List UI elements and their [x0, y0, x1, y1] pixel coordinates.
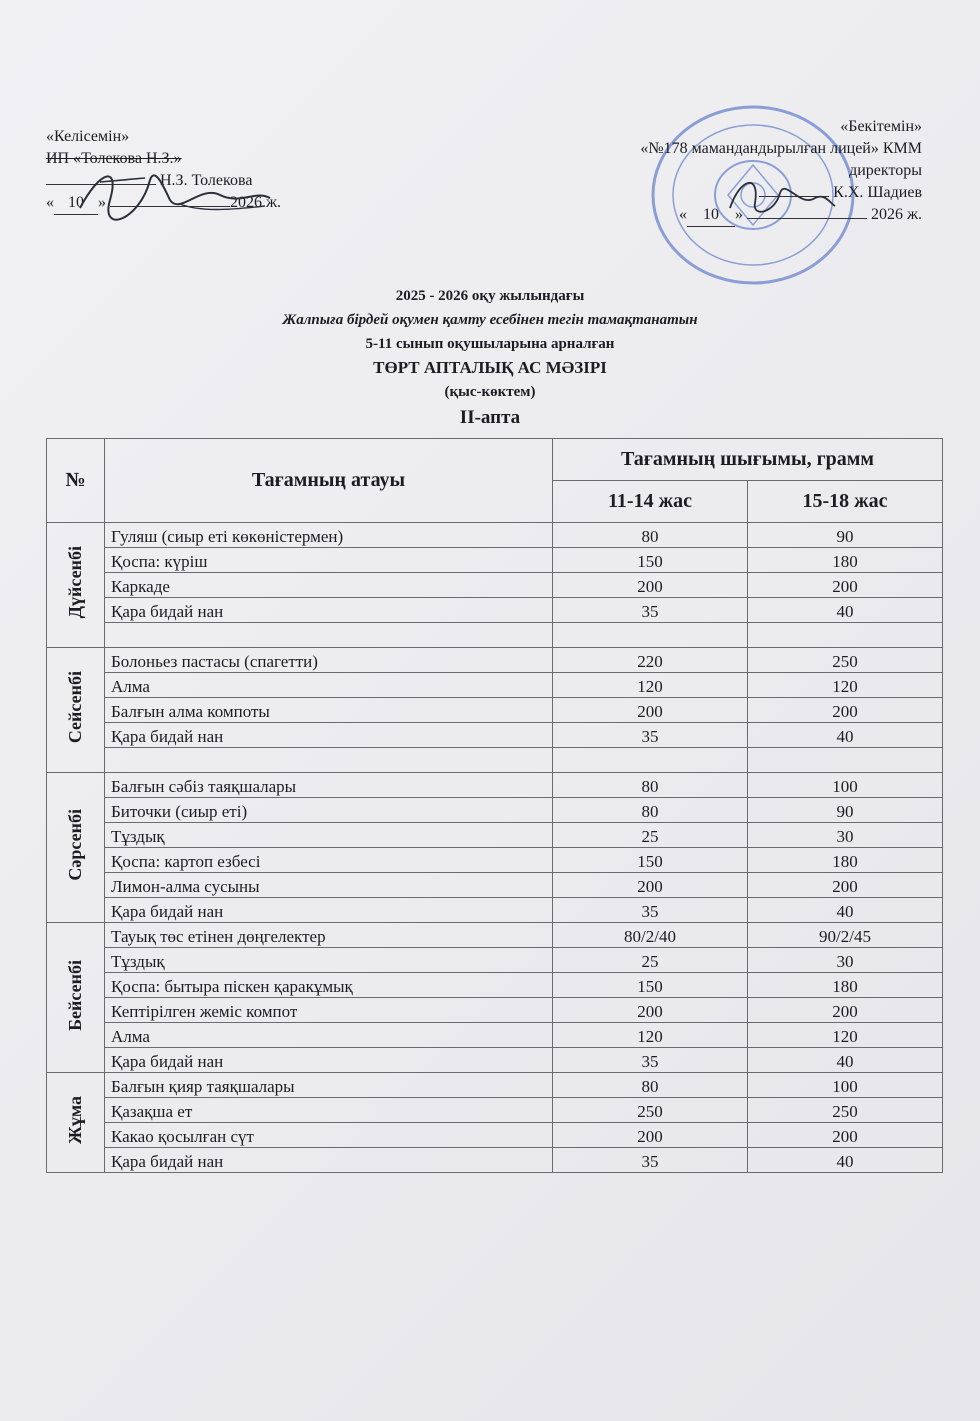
yield-11-14-cell: 200: [553, 573, 748, 598]
yield-15-18-cell: 250: [748, 648, 943, 673]
yield-15-18-cell: 200: [748, 998, 943, 1023]
dish-name-cell: Қоспа: бытыра піскен қаракұмық: [105, 973, 553, 998]
yield-15-18-cell: 30: [748, 948, 943, 973]
yield-11-14-cell: 35: [553, 723, 748, 748]
yield-11-14-cell: 35: [553, 1048, 748, 1073]
yield-11-14-cell: 200: [553, 1123, 748, 1148]
yield-11-14-cell: 80: [553, 523, 748, 548]
dish-name-cell: Кептірілген жеміс компот: [105, 998, 553, 1023]
day-label: Дүйсенбі: [65, 546, 85, 619]
col-header-dish-name: Тағамның атауы: [105, 439, 553, 523]
table-row: [47, 948, 943, 973]
dish-name-cell: Қара бидай нан: [105, 723, 553, 748]
day-cell: [47, 1073, 105, 1173]
dish-name-cell: Балғын алма компоты: [105, 698, 553, 723]
table-row: [47, 1123, 943, 1148]
yield-15-18-cell: 200: [748, 698, 943, 723]
approval-right-position: директоры: [849, 162, 922, 179]
dish-name-cell: Қара бидай нан: [105, 898, 553, 923]
yield-11-14-cell: 250: [553, 1098, 748, 1123]
heading-week: II-апта: [459, 407, 521, 428]
yield-15-18-cell: 120: [748, 673, 943, 698]
yield-11-14-cell: 150: [553, 548, 748, 573]
approval-right-title: «Бекітемін»: [840, 118, 922, 135]
table-row: [47, 673, 943, 698]
yield-15-18-cell: 90: [748, 523, 943, 548]
heading-academic-year: 2025 - 2026 оқу жылындағы: [395, 288, 585, 304]
yield-15-18-cell: [748, 623, 943, 648]
dish-name-cell: Қара бидай нан: [105, 1148, 553, 1173]
table-row: [47, 1148, 943, 1173]
yield-15-18-cell: 250: [748, 1098, 943, 1123]
heading-grades: 5-11 сынып оқушыларына арналған: [365, 336, 615, 352]
table-row: [47, 748, 943, 773]
approval-right-date-day: 10: [687, 204, 735, 227]
dish-name-cell: Балғын сәбіз таяқшалары: [105, 773, 553, 798]
dish-name-cell: Алма: [105, 1023, 553, 1048]
yield-11-14-cell: 35: [553, 898, 748, 923]
table-row: [47, 1098, 943, 1123]
heading-subtitle: Жалпыға бірдей оқумен қамту есебінен тегін тамақтанатын: [282, 312, 698, 328]
dish-name-cell: Болоньез пастасы (спагетти): [105, 648, 553, 673]
day-label: Жұма: [65, 1096, 85, 1144]
table-row: [47, 523, 943, 548]
day-label: Сейсенбі: [65, 671, 85, 744]
table-row: [47, 873, 943, 898]
day-cell: [47, 923, 105, 1073]
dish-name-cell: Лимон-алма сусыны: [105, 873, 553, 898]
day-cell: [47, 773, 105, 923]
yield-15-18-cell: 40: [748, 1048, 943, 1073]
col-header-yield: Тағамның шығымы, грамм: [553, 439, 943, 481]
yield-15-18-cell: 40: [748, 1148, 943, 1173]
dish-name-cell: Алма: [105, 673, 553, 698]
yield-11-14-cell: 80: [553, 773, 748, 798]
dish-name-cell: Қазақша ет: [105, 1098, 553, 1123]
table-row: [47, 573, 943, 598]
yield-15-18-cell: 90/2/45: [748, 923, 943, 948]
approval-right-block: [502, 116, 922, 227]
table-row: [47, 823, 943, 848]
approval-left-title: «Келісемін»: [46, 128, 130, 145]
table-row: [47, 1048, 943, 1073]
approval-left-date-day: 10: [54, 192, 98, 215]
yield-11-14-cell: 200: [553, 698, 748, 723]
dish-name-cell: Қоспа: картоп езбесі: [105, 848, 553, 873]
approval-left-date-year: 2026 ж.: [230, 194, 282, 211]
table-row: [47, 998, 943, 1023]
day-cell: [47, 523, 105, 648]
day-label: Сәрсенбі: [65, 809, 85, 881]
approval-right-signer: К.Х. Шадиев: [833, 184, 922, 201]
table-row: [47, 973, 943, 998]
approval-right-date-line: « 10 » 2026 ж.: [502, 204, 922, 227]
document-heading: [0, 284, 980, 430]
yield-15-18-cell: 120: [748, 1023, 943, 1048]
col-header-number: №: [47, 439, 105, 523]
yield-15-18-cell: 100: [748, 1073, 943, 1098]
day-cell: [47, 648, 105, 773]
yield-15-18-cell: 180: [748, 973, 943, 998]
yield-15-18-cell: 200: [748, 873, 943, 898]
col-header-age-11-14: 11-14 жас: [553, 481, 748, 523]
yield-11-14-cell: [553, 748, 748, 773]
table-row: [47, 923, 943, 948]
dish-name-cell: Биточки (сиыр еті): [105, 798, 553, 823]
yield-15-18-cell: [748, 748, 943, 773]
yield-11-14-cell: 25: [553, 948, 748, 973]
approval-left-signer: Н.З. Толекова: [160, 172, 253, 189]
yield-11-14-cell: 120: [553, 673, 748, 698]
heading-menu-title: ТӨРТ АПТАЛЫҚ АС МӘЗІРІ: [373, 358, 607, 377]
yield-11-14-cell: 80/2/40: [553, 923, 748, 948]
table-row: [47, 723, 943, 748]
table-row: [47, 648, 943, 673]
table-row: [47, 1073, 943, 1098]
yield-11-14-cell: 200: [553, 998, 748, 1023]
table-row: [47, 898, 943, 923]
table-row: [47, 623, 943, 648]
yield-11-14-cell: 120: [553, 1023, 748, 1048]
yield-11-14-cell: 220: [553, 648, 748, 673]
table-row: [47, 798, 943, 823]
table-row: [47, 848, 943, 873]
day-label: Бейсенбі: [65, 959, 85, 1031]
yield-11-14-cell: 150: [553, 973, 748, 998]
table-row: [47, 773, 943, 798]
dish-name-cell: Тұздық: [105, 948, 553, 973]
yield-11-14-cell: 80: [553, 1073, 748, 1098]
yield-15-18-cell: 180: [748, 848, 943, 873]
yield-15-18-cell: 40: [748, 723, 943, 748]
menu-table-body: [47, 523, 943, 1173]
yield-11-14-cell: 35: [553, 598, 748, 623]
yield-11-14-cell: [553, 623, 748, 648]
yield-11-14-cell: 150: [553, 848, 748, 873]
approval-left-org: ИП «Толекова Н.З.»: [46, 150, 182, 167]
yield-15-18-cell: 40: [748, 598, 943, 623]
dish-name-cell: [105, 623, 553, 648]
yield-15-18-cell: 200: [748, 573, 943, 598]
yield-15-18-cell: 40: [748, 898, 943, 923]
yield-15-18-cell: 90: [748, 798, 943, 823]
dish-name-cell: Балғын қияр таяқшалары: [105, 1073, 553, 1098]
approval-right-org: «№178 мамандандырылған лицей» КММ: [640, 140, 922, 157]
dish-name-cell: Қара бидай нан: [105, 1048, 553, 1073]
approval-right-date-year: 2026 ж.: [870, 206, 922, 223]
approval-left-date-line: « 10 » 2026 ж.: [46, 192, 366, 215]
col-header-age-15-18: 15-18 жас: [748, 481, 943, 523]
dish-name-cell: Тұздық: [105, 823, 553, 848]
dish-name-cell: [105, 748, 553, 773]
dish-name-cell: Какао қосылған сүт: [105, 1123, 553, 1148]
table-row: [47, 548, 943, 573]
table-row: [47, 1023, 943, 1048]
dish-name-cell: Қара бидай нан: [105, 598, 553, 623]
menu-table: [46, 438, 943, 1173]
approval-left-block: [46, 126, 366, 215]
dish-name-cell: Каркаде: [105, 573, 553, 598]
yield-15-18-cell: 30: [748, 823, 943, 848]
yield-15-18-cell: 180: [748, 548, 943, 573]
heading-season: (қыс-көктем): [444, 384, 536, 400]
table-row: [47, 698, 943, 723]
yield-11-14-cell: 200: [553, 873, 748, 898]
yield-11-14-cell: 80: [553, 798, 748, 823]
dish-name-cell: Гуляш (сиыр еті көкөністермен): [105, 523, 553, 548]
yield-11-14-cell: 25: [553, 823, 748, 848]
yield-15-18-cell: 100: [748, 773, 943, 798]
approval-left-signature-line: [46, 170, 366, 192]
yield-11-14-cell: 35: [553, 1148, 748, 1173]
dish-name-cell: Тауық төс етінен дөңгелектер: [105, 923, 553, 948]
dish-name-cell: Қоспа: күріш: [105, 548, 553, 573]
table-row: [47, 598, 943, 623]
approval-right-signature-line: [502, 182, 922, 204]
yield-15-18-cell: 200: [748, 1123, 943, 1148]
